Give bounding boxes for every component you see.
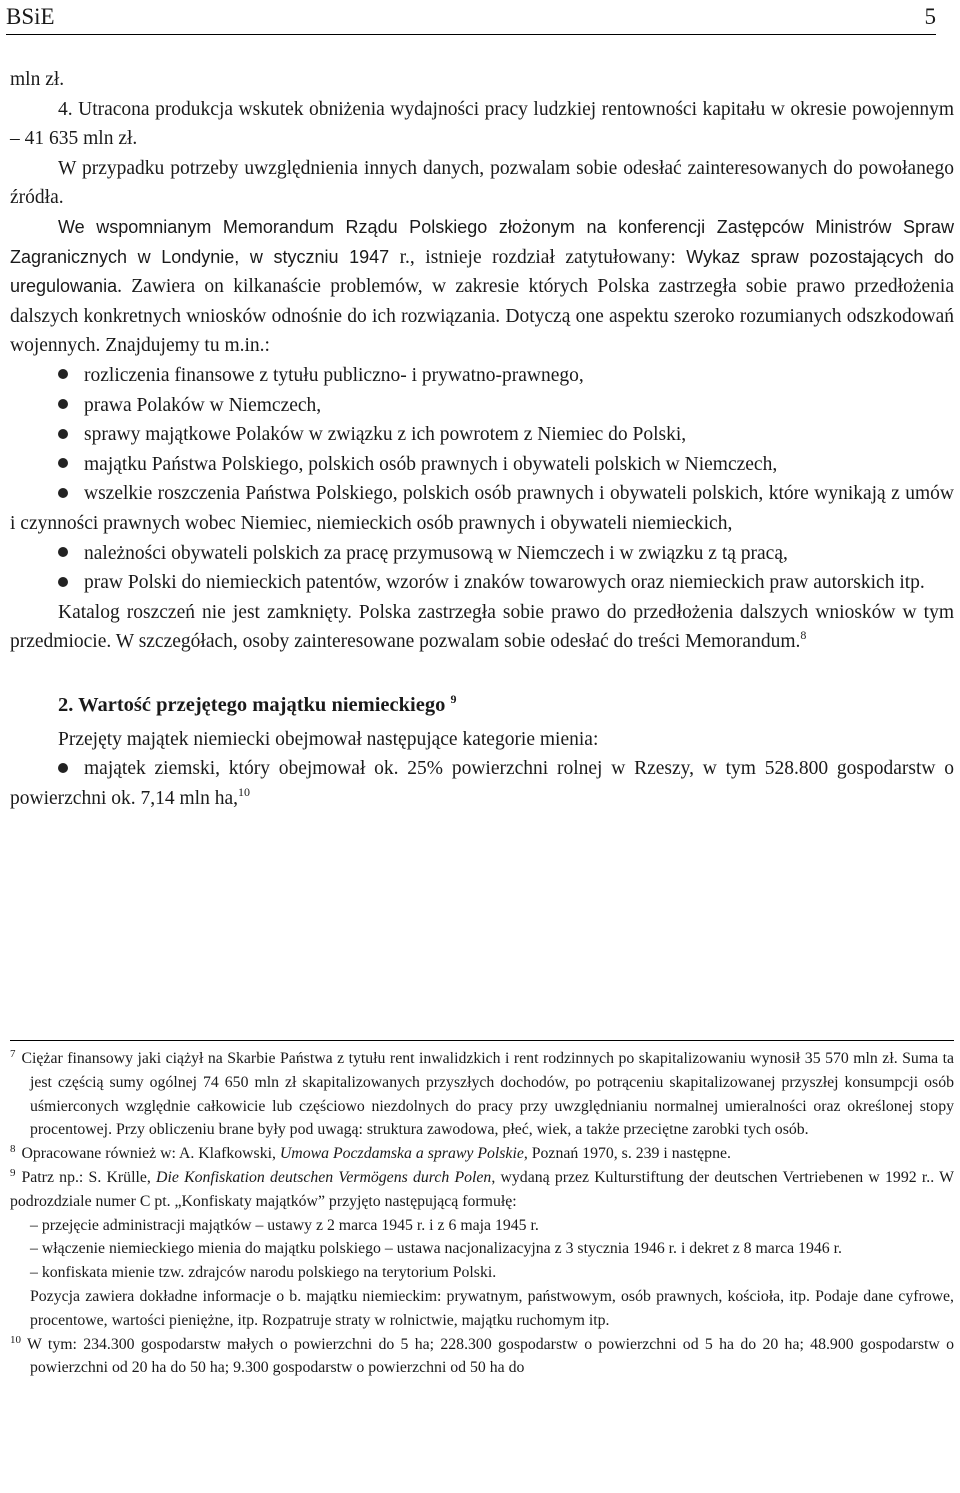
section-heading: 2. Wartość przejętego majątku niemieckiego $^9$ (58, 691, 457, 716)
footnote-9-line: – włączenie niemieckiego mienia do majątku polskiego – ustawa nacjonalizacyjna z 3 stycznia 1946 r. i dekret z 8 marca 1946 r. (30, 1240, 842, 1258)
bullet-icon (58, 399, 68, 409)
cited-title: Die Konfiskation deutschen Vermögens durch Polen (156, 1168, 492, 1186)
footnote-7: $^7$ Ciężar finansowy jaki ciążył na Skarbie Państwa z tytułu rent inwalidzkich i rent rodzinnych po skapitalizowaniu wynosił 35 570 mln zł. Suma ta jest częścią sumy ogólnej 74 650 mln zł skapitalizowanych przyszłych dochodów, po potrąceniu skapitalizowanej przyszłej konsumpcji osób uśmierconych względnie całkowicie lub częściowo niezdolnych do pracy przy uwzględnianiu normalnej umieralności oraz określonej stopy procentowej. Przy obliczeniu brane były pod uwagą: struktura zawodowa, płeć, wiek, a także przeciętne zarobki tych osób. (10, 1048, 954, 1139)
running-header (6, 4, 936, 35)
chapter-title: Wykaz spraw pozostających do uregulowania (10, 246, 955, 297)
journal-abbrev: BSiE (6, 4, 55, 29)
list-item: prawa Polaków w Niemczech, (10, 391, 954, 421)
memorandum-description: . Zawiera on kilkanaście problemów, w zakresie których Polska zastrzegła sobie prawo przedłożenia dalszych konkretnych wniosków odnośnie do ich rozwiązania. Dotyczą one aspektu szeroko rozumianych odszkodowań wojennych. Znajdujemy tu m.in.: (10, 276, 954, 357)
paragraph-continuation: mln zł. (10, 69, 65, 90)
list-item: sprawy majątkowe Polaków w związku z ich powrotem z Niemiec do Polski, (10, 420, 954, 450)
paragraph-source-note: W przypadku potrzeby uwzględnienia innych danych, pozwalam sobie odesłać zainteresowanych do powołanego źródła. (10, 157, 954, 209)
memorandum-sentence-tail: r., istnieje rozdział zatytułowany: (389, 246, 687, 268)
footnote-number: 9 (10, 1166, 16, 1179)
footnote-10: $^{10}$ W tym: 234.300 gospodarstw małych o powierzchni do 5 ha; 228.300 gospodarstw o powierzchni od 5 ha do 20 ha; 48.900 gospodarstw o powierzchni od 20 ha do 50 ha; 9.300 gospodarstw o powierzchni od 50 ha do (10, 1333, 954, 1377)
page-number: 5 (924, 4, 936, 29)
list-item: majątek ziemski, który obejmował ok. 25% powierzchni rolnej w Rzeszy, w tym 528.800 gospodarstw o powierzchni ok. 7,14 mln ha,$^{10}$ (10, 758, 954, 810)
footnote-number: 10 (10, 1333, 21, 1346)
footnote-9: $^9$ Patrz np.: S. Krülle, Die Konfiskation deutschen Vermögens durch Polen, wydaną przez Kulturstiftung der deutschen Vertriebenen w 1992 r.. W podrozdziale numer C pt. „Konfiskaty majątków” przyjęto następującą formułę: (10, 1166, 954, 1210)
bullet-icon (58, 763, 68, 773)
paragraph-memorandum (10, 213, 954, 361)
list-item: praw Polski do niemieckich patentów, wzorów i znaków towarowych oraz niemieckich praw autorskich itp. (10, 568, 954, 598)
cited-title: Umowa Poczdamska a sprawy Polskie (279, 1145, 524, 1163)
paragraph-catalog: Katalog roszczeń nie jest zamknięty. Polska zastrzegła sobie prawo do przedłożenia dalszych wniosków w tym przedmiocie. W szczegółach, osoby zainteresowane pozwalam sobie odesłać do treści Memorandum.$^8$ (10, 601, 954, 653)
footnote-ref-8[interactable]: 8 (800, 628, 807, 643)
footnote-ref-10[interactable]: 10 (238, 785, 250, 800)
bullet-icon (58, 429, 68, 439)
list-item: wszelkie roszczenia Państwa Polskiego, polskich osób prawnych i obywateli polskich, które wynikają z umów i czynności prawnych wobec Niemiec, niemieckich osób prawnych i obywateli niemieckich, (10, 483, 954, 534)
list-item: majątku Państwa Polskiego, polskich osób prawnych i obywateli polskich w Niemczech, (10, 450, 954, 480)
bullet-icon (58, 369, 68, 379)
footnote-ref-9[interactable]: 9 (450, 691, 457, 706)
memorandum-sentence: We wspomnianym Memorandum Rządu Polskiego złożonym na konferencji Zastępców Ministrów Spraw Zagranicznych w Londynie, w styczniu 1947 (10, 216, 954, 267)
bullet-icon (58, 547, 68, 557)
footnote-9-line: – konfiskata mienie tzw. zdrajców narodu polskiego na terytorium Polski. (30, 1264, 497, 1282)
list-item: należności obywateli polskich za pracę przymusową w Niemczech i w związku z tą pracą, (10, 539, 954, 569)
main-text (10, 65, 954, 814)
paragraph-item-4: 4. Utracona produkcja wskutek obniżenia wydajności pracy ludzkiej rentowności kapitału w okresie powojennym – 41 635 mln zł. (10, 98, 954, 150)
footnote-number: 8 (10, 1143, 16, 1156)
claims-list (10, 361, 954, 598)
bullet-icon (58, 458, 68, 468)
paragraph-categories: Przejęty majątek niemiecki obejmował następujące kategorie mienia: (58, 728, 599, 750)
footnote-8: $^8$ Opracowane również w: A. Klafkowski, Umowa Poczdamska a sprawy Polskie, Poznań 1970, s. 239 i następne. (10, 1143, 731, 1163)
footnote-9-line: Pozycja zawiera dokładne informacje o b. majątku niemieckim: prywatnym, państwowym, osób prawnych, kościoła, itp. Podaje dane cyfrowe, procentowe, wartości pieniężne, itp. Rozpatruje straty w rolnictwie, majątku ruchomym itp. (30, 1287, 954, 1329)
bullet-icon (58, 577, 68, 587)
bullet-icon (58, 488, 68, 498)
footnote-number: 7 (10, 1048, 16, 1060)
list-item: rozliczenia finansowe z tytułu publiczno- i prywatno-prawnego, (10, 361, 954, 391)
footnotes (10, 1040, 954, 1380)
footnote-9-line: – przejęcie administracji majątków – ustawy z 2 marca 1945 r. i z 6 maja 1945 r. (30, 1216, 539, 1234)
